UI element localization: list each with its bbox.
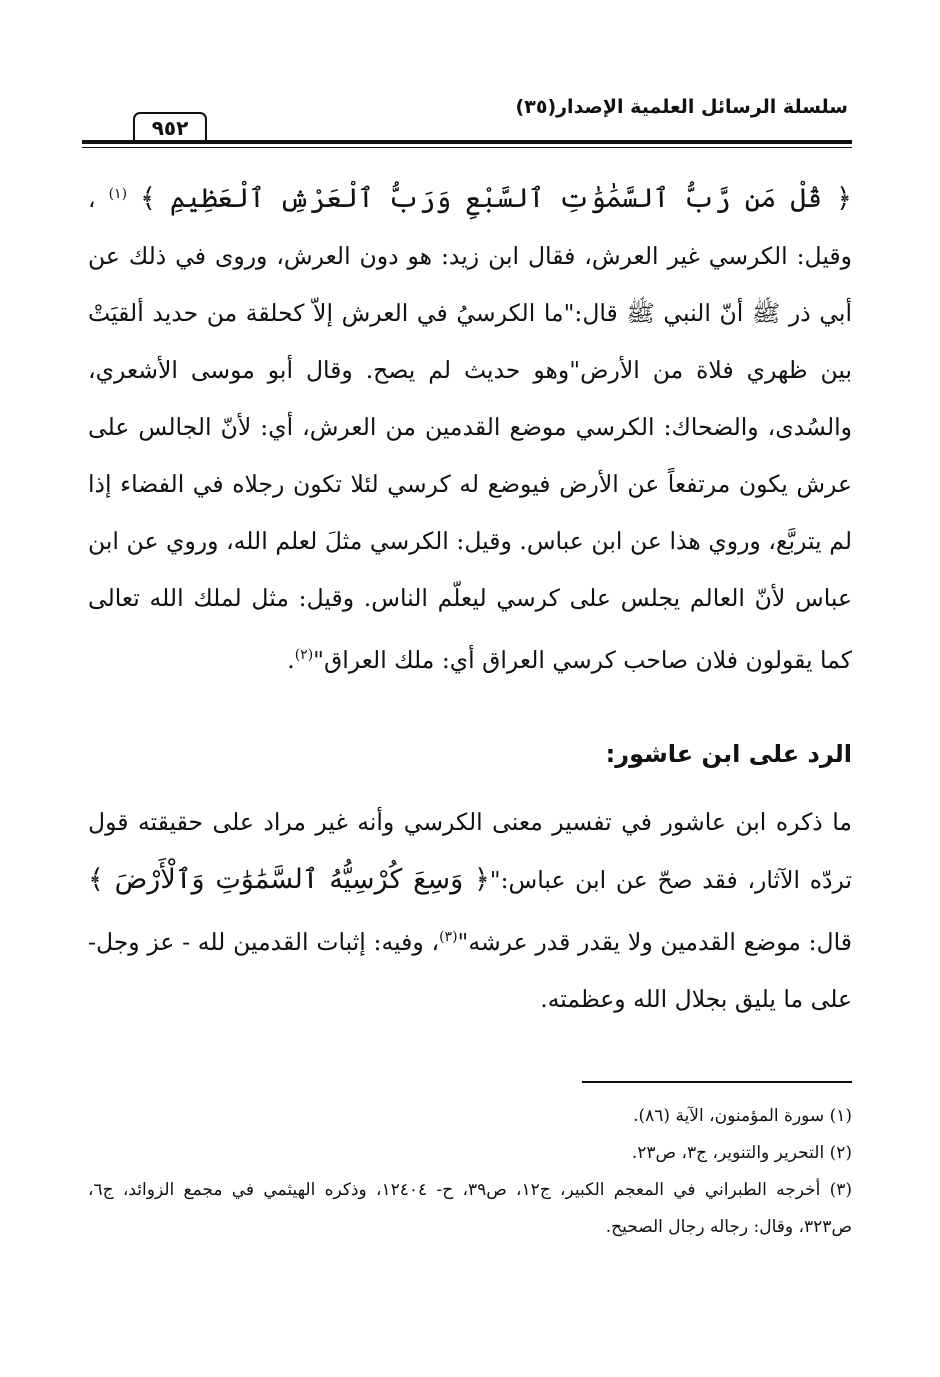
quran-verse-1: ﴿ قُلْ مَن رَّبُّ ٱلسَّمَٰوَٰتِ ٱلسَّبْعِ وَرَبُّ ٱلْعَرْشِ ٱلْعَظِيمِ ﴾ bbox=[140, 182, 852, 214]
footnotes bbox=[88, 1098, 852, 1246]
paragraph-2-text-mid: قال: موضع القدمين ولا يقدر قدر عرشه" bbox=[457, 927, 852, 956]
paragraph-2-text-start: ما ذكره ابن عاشور في تفسير معنى الكرسي وأنه غير مراد على حقيقته قول تردّه الآثار، فقد صحّ عن ابن عباس:" bbox=[88, 808, 852, 894]
header-rule-thin bbox=[82, 147, 852, 148]
footnote-3: (٣) أخرجه الطبراني في المعجم الكبير، ج١٢، ص٣٩، ح- ١٢٤٠٤، وذكره الهيثمي في مجمع الزوائد، ج٦، ص٣٢٣، وقال: رجاله رجال الصحيح. bbox=[88, 1180, 853, 1237]
footnote-1: (١) سورة المؤمنون، الآية (٨٦). bbox=[633, 1106, 852, 1126]
section-title: الرد على ابن عاشور: bbox=[605, 740, 852, 768]
footnote-ref-1: (١) bbox=[108, 186, 128, 202]
paragraph-2 bbox=[88, 794, 852, 1028]
paragraph-2-block bbox=[88, 794, 852, 1028]
paragraph-1-text: ، وقيل: الكرسي غير العرش، فقال ابن زيد: هو دون العرش، وروى في ذلك عن أبي ذر ﷺ أنّ النبي ﷺ قال:"ما الكرسيُ في العرش إلاّ كحلقة من حديد ألقيَتْ بين ظهري فلاة من الأرض"وهو حديث لم يصح. وقال أبو موسى الأشعري، والسُدى، والضحاك: الكرسي موضع القدمين من العرش، أي: لأنّ الجالس على عرش يكون مرتفعاً عن الأرض فيوضع له كرسي لئلا تكون رجلاه في الفضاء إذا لم يتربَّع، وروي هذا عن ابن عباس. وقيل: الكرسي مثلَ لعلم الله، وروي عن ابن عباس لأنّ العالم يجلس على كرسي ليعلّم الناس. وقيل: مثل لملك الله تعالى كما يقولون فلان صاحب كرسي العراق أي: ملك العراق" bbox=[88, 184, 852, 674]
footnote-separator bbox=[582, 1081, 852, 1083]
paragraph-1-block bbox=[88, 166, 852, 689]
series-title: سلسلة الرسائل العلمية الإصدار(٣٥) bbox=[515, 96, 848, 118]
footnote-ref-3: (٣) bbox=[439, 929, 458, 945]
footnote-2: (٢) التحرير والتنوير، ج٣، ص٢٣. bbox=[631, 1143, 852, 1163]
paragraph-1 bbox=[88, 166, 852, 689]
paragraph-1-end: . bbox=[287, 645, 295, 674]
quran-verse-2: ﴿ وَسِعَ كُرْسِيُّهُ ٱلسَّمَٰوَٰتِ وَٱلْأَرْضَ ﴾ bbox=[88, 864, 490, 895]
header-rule-thick bbox=[82, 140, 852, 144]
page-number: ٩٥٢ bbox=[133, 112, 207, 142]
footnote-ref-2: (٢) bbox=[294, 646, 314, 663]
paragraph-2-text-end: ، وفيه: إثبات القدمين لله - عز وجل- على ما يليق بجلال الله وعظمته. bbox=[88, 927, 852, 1013]
